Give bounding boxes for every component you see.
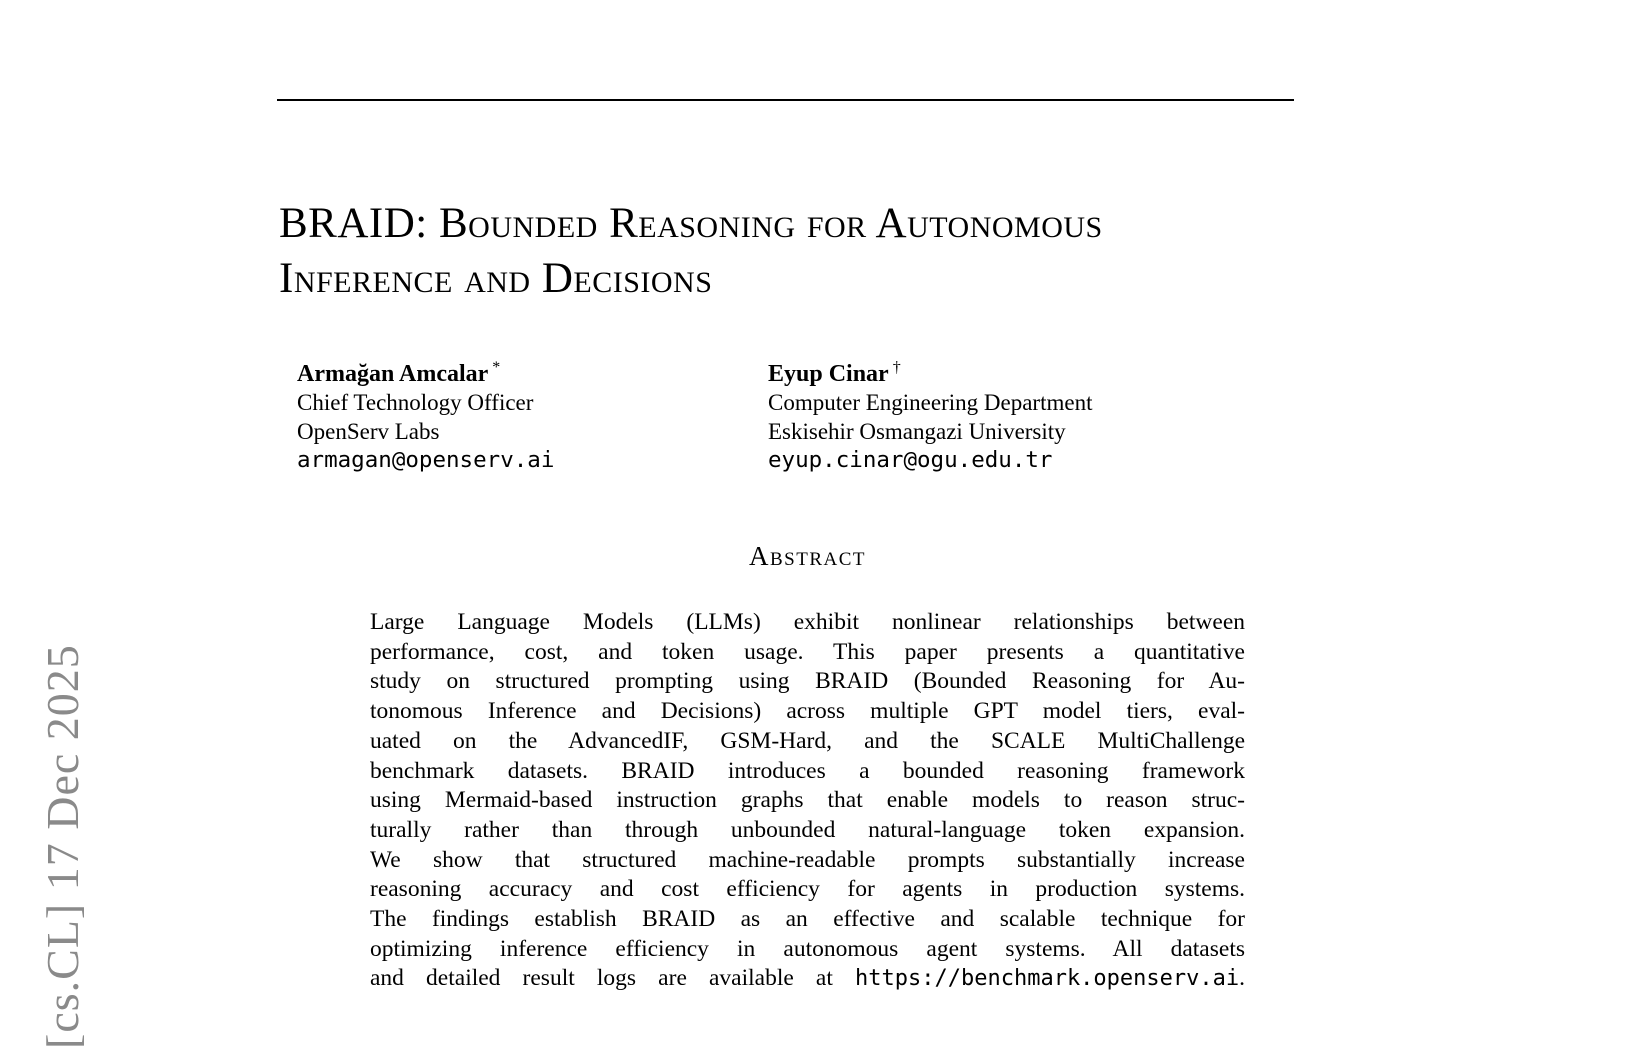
abstract-line: We show that structured machine-readable prompts substantially increase	[370, 846, 1245, 873]
abstract-line: study on structured prompting using BRAID (Bounded Reasoning for Au-	[370, 668, 1245, 695]
abstract-last-line-suffix: .	[1239, 965, 1245, 992]
author-column-1	[297, 353, 768, 475]
abstract-last-line	[370, 964, 1245, 994]
author-footnote-mark: †	[892, 359, 901, 376]
paper-title-line2: Inference and Decisions	[279, 255, 713, 302]
author-name-text: Armağan Amcalar	[297, 361, 489, 387]
author-email: eyup.cinar@ogu.edu.tr	[768, 447, 1053, 473]
author-affiliation: Chief Technology Officer	[297, 390, 534, 415]
abstract-body	[370, 608, 1245, 994]
abstract-line: benchmark datasets. BRAID introduces a bounded reasoning framework	[370, 757, 1245, 784]
abstract-line: tonomous Inference and Decisions) across multiple GPT model tiers, eval-	[370, 698, 1245, 725]
paper-title	[279, 196, 1339, 306]
abstract-line: optimizing inference efficiency in autonomous agent systems. All datasets	[370, 935, 1245, 962]
abstract-line: performance, cost, and token usage. This paper presents a quantitative	[370, 638, 1245, 665]
paper-title-line1: BRAID: Bounded Reasoning for Autonomous	[279, 200, 1103, 247]
abstract-heading: Abstract	[748, 541, 867, 571]
benchmark-url-link[interactable]: https://benchmark.openserv.ai	[855, 966, 1240, 992]
abstract-last-line-prefix: and detailed result logs are available at	[370, 965, 856, 992]
author-name-text: Eyup Cinar	[768, 361, 889, 387]
author-affiliation: Eskisehir Osmangazi University	[768, 418, 1066, 444]
abstract-line: uated on the AdvancedIF, GSM-Hard, and the SCALE MultiChallenge	[370, 727, 1245, 754]
abstract-line: Large Language Models (LLMs) exhibit nonlinear relationships between	[370, 609, 1245, 635]
arxiv-category-watermark: [cs.CL] 17 Dec 2025	[37, 644, 88, 1049]
abstract-line: using Mermaid-based instruction graphs that enable models to reason struc-	[370, 787, 1245, 814]
author-affiliation: Computer Engineering Department	[768, 390, 1093, 415]
author-name	[297, 353, 768, 389]
abstract-line: turally rather than through unbounded natural-language token expansion.	[370, 816, 1245, 843]
author-affiliation: OpenServ Labs	[297, 418, 440, 444]
author-footnote-mark: *	[492, 359, 501, 376]
abstract-line: reasoning accuracy and cost efficiency for agents in production systems.	[370, 876, 1245, 903]
author-name	[768, 353, 1239, 389]
abstract-line: The findings establish BRAID as an effective and scalable technique for	[370, 906, 1245, 933]
author-block	[297, 353, 1239, 475]
author-column-2	[768, 353, 1239, 475]
header-rule	[277, 99, 1294, 101]
author-email: armagan@openserv.ai	[297, 447, 555, 473]
